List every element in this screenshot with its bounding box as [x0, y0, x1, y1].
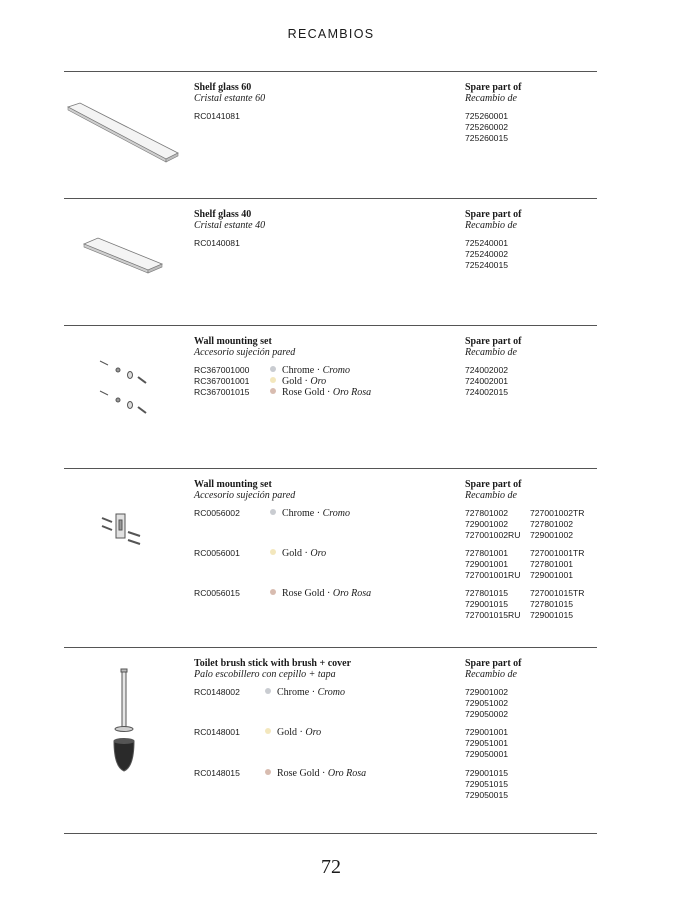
part-code: RC0056002 — [194, 508, 240, 518]
color-swatch — [265, 728, 271, 734]
finish-option: Rose Gold · Oro Rosa — [265, 768, 366, 779]
product-section-shelf-glass-60 — [64, 71, 597, 198]
spare-part-number: 729051002 — [465, 698, 509, 708]
color-swatch — [270, 549, 276, 555]
finish-option: Chrome · Cromo — [265, 687, 345, 698]
product-name-es: Accesorio sujeción pared — [194, 490, 296, 501]
spare-part-number: 729050002 — [465, 709, 509, 719]
part-code: RC367001015 — [194, 387, 250, 397]
product-section-wall-mounting-bracket — [64, 468, 597, 647]
finish-option: Rose Gold · Oro Rosa — [270, 588, 371, 599]
spare-part-number: 729001001 — [465, 559, 509, 569]
spare-part-list — [465, 687, 508, 720]
product-name-es: Accesorio sujeción pared — [194, 347, 296, 358]
spare-part-number: 727801015 — [465, 588, 509, 598]
part-code: RC0141081 — [194, 111, 240, 121]
spare-part-number: 729051015 — [465, 779, 509, 789]
spare-part-number: 725240001 — [465, 238, 509, 248]
finish-option: Gold · Oro — [270, 548, 326, 559]
color-swatch — [265, 769, 271, 775]
spare-part-number: 727801015 — [530, 599, 574, 609]
color-swatch — [270, 366, 276, 372]
spare-part-number: 727001015RU — [465, 610, 521, 620]
color-swatch — [270, 377, 276, 383]
finish-option: Rose Gold · Oro Rosa — [270, 387, 371, 398]
spare-part-number: 727801001 — [465, 548, 509, 558]
glass-shelf-60-icon — [64, 97, 184, 169]
spare-part-label: Spare part of — [465, 479, 522, 490]
spare-part-number: 725260001 — [465, 111, 509, 121]
product-name-es: Cristal estante 60 — [194, 93, 266, 104]
spare-part-list — [465, 238, 508, 271]
spare-part-number: 727801002 — [465, 508, 509, 518]
part-code: RC0148001 — [194, 727, 240, 737]
toilet-brush-icon — [104, 667, 144, 777]
glass-shelf-40-icon — [80, 230, 170, 278]
divider — [64, 833, 597, 834]
spare-part-number: 729001015 — [530, 610, 574, 620]
page-title: RECAMBIOS — [287, 27, 375, 41]
spare-part-label: Spare part of — [465, 658, 522, 669]
spare-part-label-es: Recambio de — [465, 490, 517, 501]
finish-option: Gold · Oro — [270, 376, 326, 387]
part-code: RC0148002 — [194, 687, 240, 697]
spare-part-label: Spare part of — [465, 82, 522, 93]
product-section-toilet-brush — [64, 647, 597, 833]
spare-part-number: 729001015 — [465, 599, 509, 609]
spare-part-list — [465, 768, 508, 801]
part-code: RC0140081 — [194, 238, 240, 248]
spare-part-label-es: Recambio de — [465, 93, 517, 104]
part-code: RC367001001 — [194, 376, 250, 386]
spare-part-label: Spare part of — [465, 336, 522, 347]
product-section-shelf-glass-40 — [64, 198, 597, 325]
spare-part-number: 729001002 — [465, 687, 509, 697]
spare-part-number: 724002015 — [465, 387, 509, 397]
spare-part-number: 724002001 — [465, 376, 509, 386]
part-code: RC0148015 — [194, 768, 240, 778]
product-name: Toilet brush stick with brush + cover — [194, 658, 352, 669]
finish-option: Chrome · Cromo — [270, 365, 350, 376]
finish-option: Chrome · Cromo — [270, 508, 350, 519]
spare-part-number: 729001001 — [530, 570, 574, 580]
spare-part-list — [465, 548, 520, 581]
product-section-wall-mounting-set — [64, 325, 597, 468]
spare-part-number: 724002002 — [465, 365, 509, 375]
part-code: RC0056015 — [194, 588, 240, 598]
spare-part-number: 727001002RU — [465, 530, 521, 540]
part-code: RC0056001 — [194, 548, 240, 558]
product-name-es: Palo escobillero con cepillo + tapa — [194, 669, 336, 680]
page-number: 72 — [321, 856, 341, 878]
spare-part-number: 727001001RU — [465, 570, 521, 580]
spare-part-number: 729001002 — [465, 519, 509, 529]
product-name: Wall mounting set — [194, 336, 272, 347]
color-swatch — [270, 388, 276, 394]
spare-part-number: 729051001 — [465, 738, 509, 748]
screw-set-icon — [94, 353, 154, 423]
finish-option: Gold · Oro — [265, 727, 321, 738]
spare-part-list — [465, 588, 520, 621]
color-swatch — [270, 589, 276, 595]
spare-part-label-es: Recambio de — [465, 220, 517, 231]
spare-part-number: 725260015 — [465, 133, 509, 143]
spare-part-number: 729050015 — [465, 790, 509, 800]
spare-part-number: 727001002TR — [530, 508, 585, 518]
color-swatch — [270, 509, 276, 515]
spare-part-number: 727001015TR — [530, 588, 585, 598]
spare-part-label-es: Recambio de — [465, 669, 517, 680]
spare-part-number: 727801001 — [530, 559, 574, 569]
product-name: Shelf glass 40 — [194, 209, 252, 220]
spare-part-list — [530, 548, 584, 581]
product-name: Shelf glass 60 — [194, 82, 252, 93]
spare-part-number: 729001002 — [530, 530, 574, 540]
spare-part-label-es: Recambio de — [465, 347, 517, 358]
spare-part-number: 729050001 — [465, 749, 509, 759]
product-name-es: Cristal estante 40 — [194, 220, 266, 231]
spare-part-number: 729001001 — [465, 727, 509, 737]
spare-part-number: 727001001TR — [530, 548, 585, 558]
spare-part-list — [465, 508, 520, 541]
spare-part-number: 727801002 — [530, 519, 574, 529]
product-name: Wall mounting set — [194, 479, 272, 490]
spare-part-list — [465, 727, 508, 760]
color-swatch — [265, 688, 271, 694]
spare-part-number: 725260002 — [465, 122, 509, 132]
part-code: RC367001000 — [194, 365, 250, 375]
spare-part-list — [530, 508, 584, 541]
spare-part-list — [530, 588, 584, 621]
spare-part-number: 729001015 — [465, 768, 509, 778]
bracket-screws-icon — [98, 508, 148, 556]
spare-part-number: 725240015 — [465, 260, 509, 270]
spare-part-label: Spare part of — [465, 209, 522, 220]
spare-part-number: 725240002 — [465, 249, 509, 259]
spare-part-list — [465, 111, 508, 144]
